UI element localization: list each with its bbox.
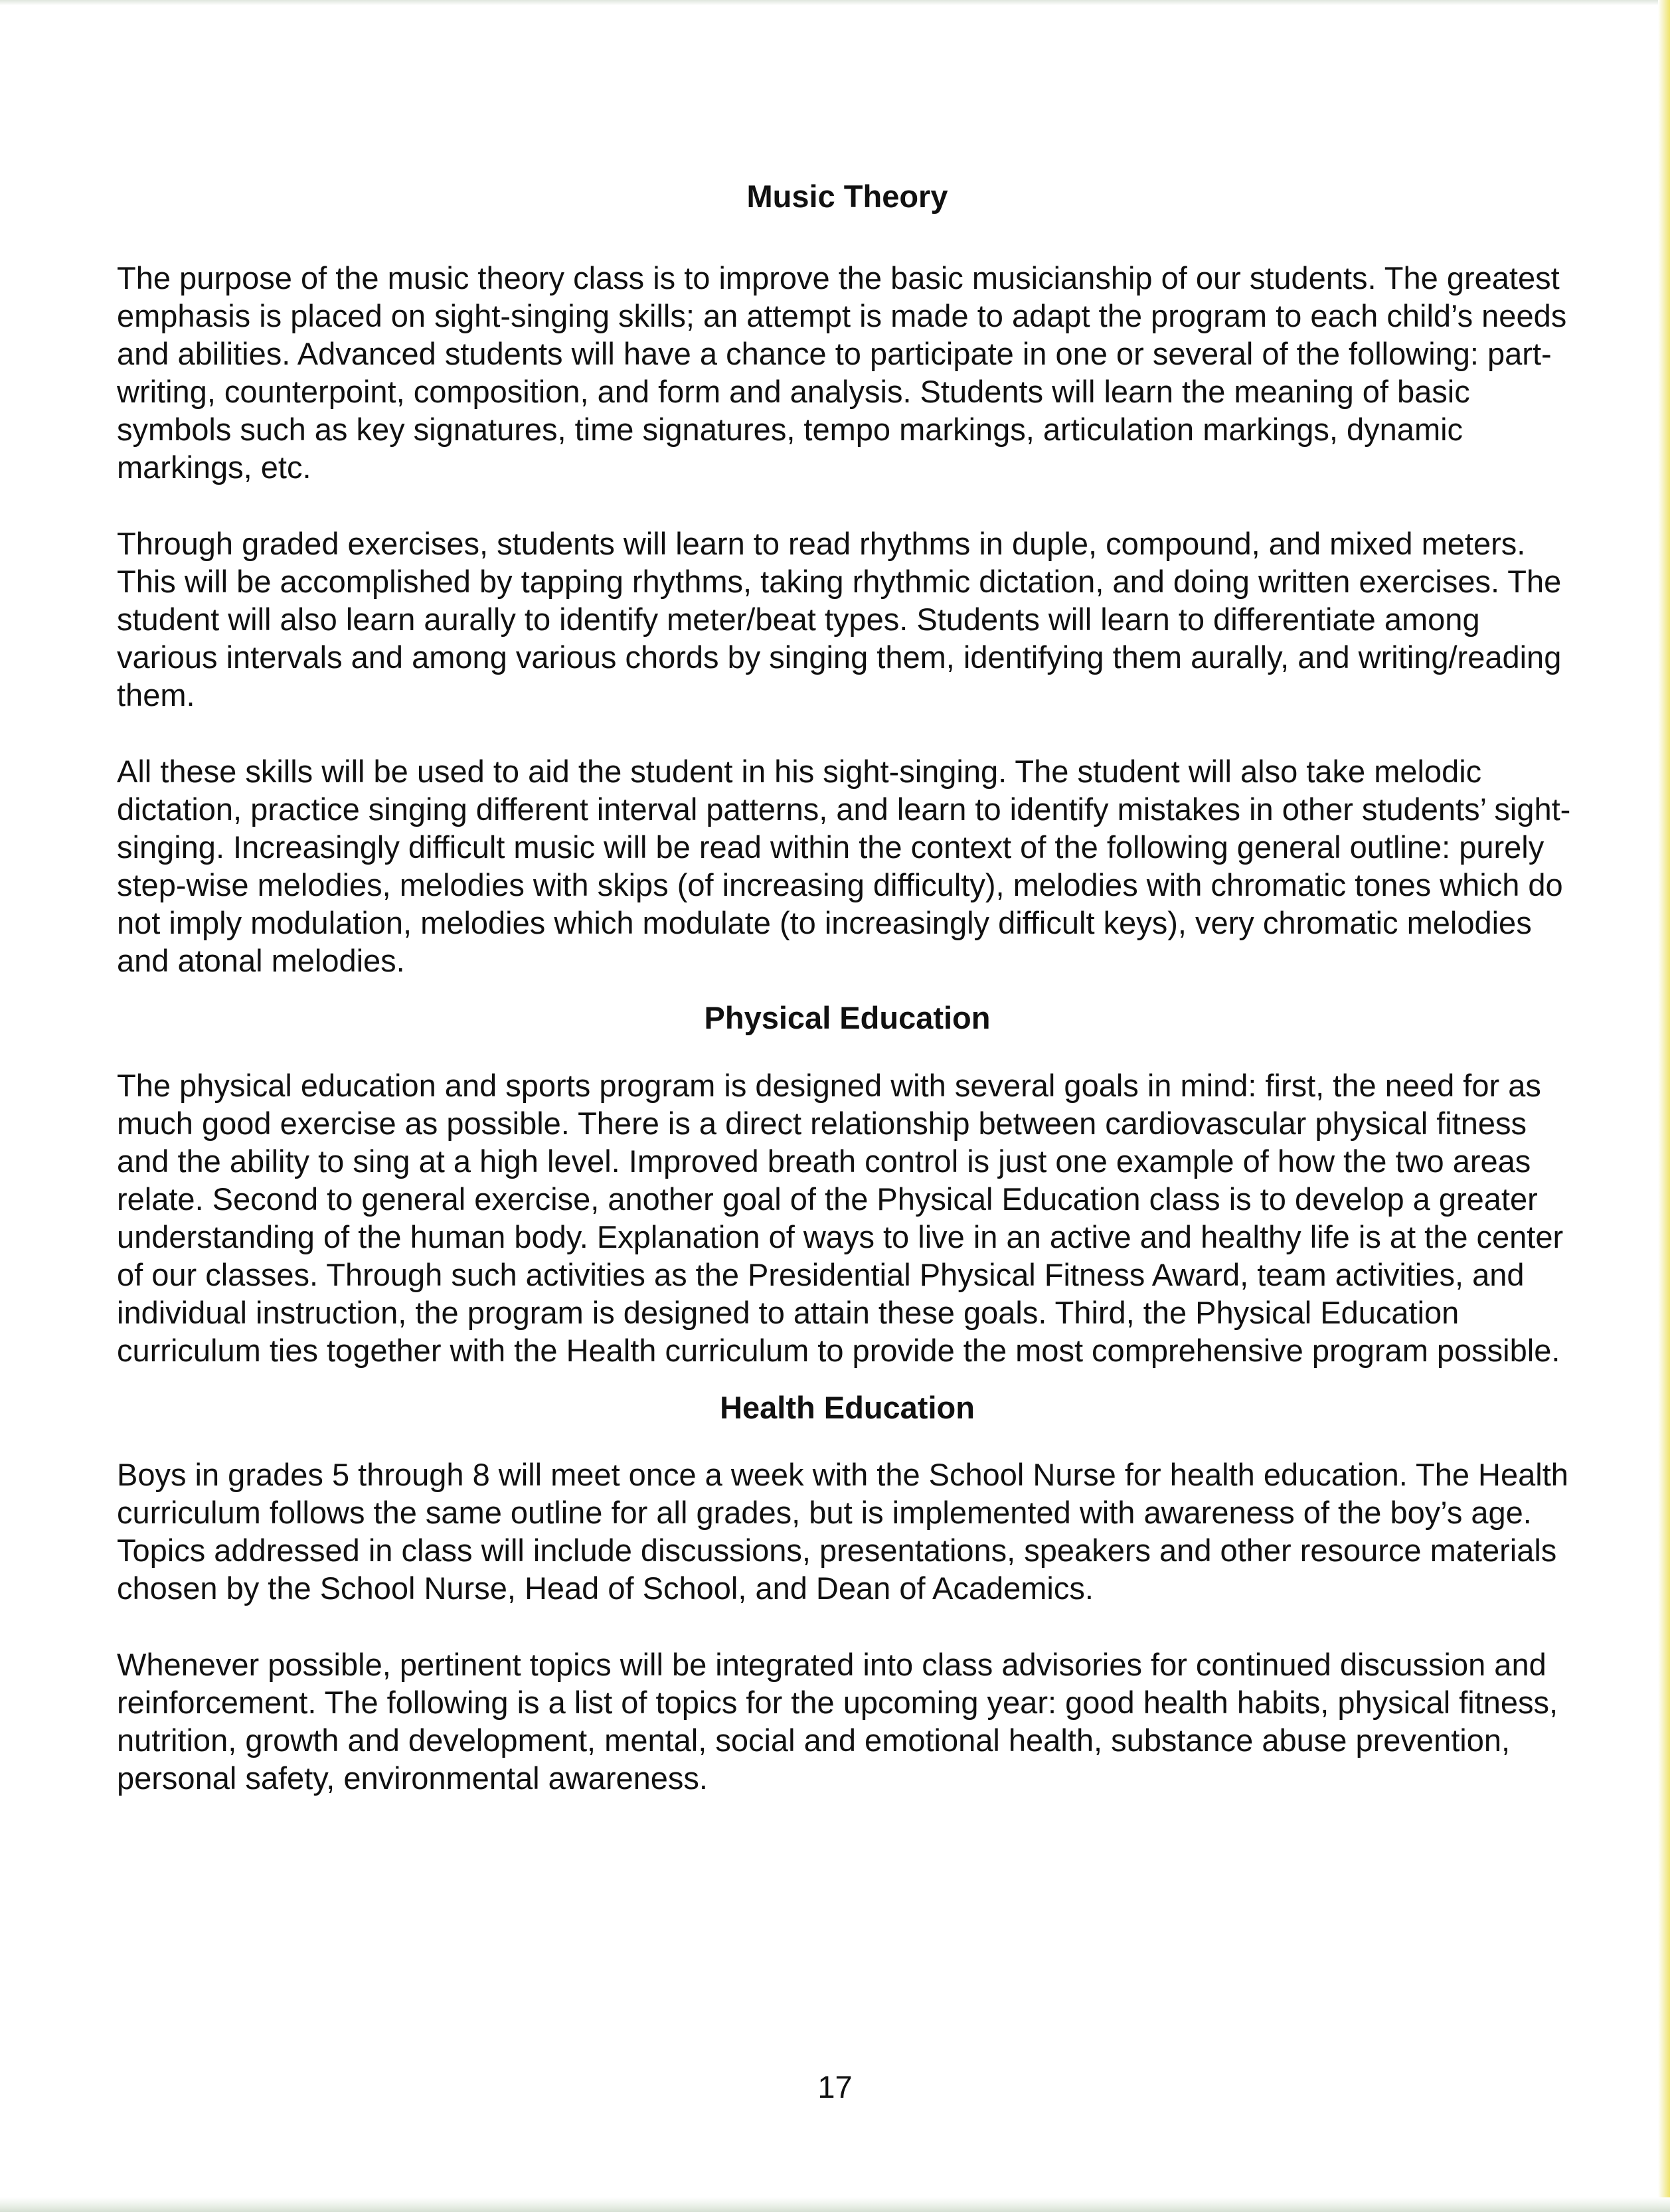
scan-edge-bottom <box>0 2197 1670 2212</box>
physical-education-paragraph-1: The physical education and sports program is designed with several goals in mind: first, the need for as much good exercise as possible. There is a direct relationship between cardiovascular physical fitness and the ability to sing at a high level. Improved breath control is just one example of how the two areas relate. Second to general exercise, another goal of the Physical Education class is to develop a greater understanding of the human body. Explanation of ways to live in an active and healthy life is at the center of our classes. Through such activities as the Presidential Physical Fitness Award, team activities, and individual instruction, the program is designed to attain these goals. Third, the Physical Education curriculum ties together with the Health curriculum to provide the most comprehensive program possible. <box>117 1067 1564 1368</box>
health-education-paragraph-1: Boys in grades 5 through 8 will meet once a week with the School Nurse for health education. The Health curriculum follows the same outline for all grades, but is implemented with awareness of the boy’s age. Topics addressed in class will include discussions, presentations, speakers and other resource materials chosen by the School Nurse, Head of School, and Dean of Academics. <box>117 1457 1568 1606</box>
scan-edge-top <box>0 0 1670 5</box>
music-theory-paragraph-3: All these skills will be used to aid the student in his sight-singing. The student will also take melodic dictation, practice singing different interval patterns, and learn to identify mistakes in other students’ sight-singing. Increasingly difficult music will be read within the context of the following general outline: purely step-wise melodies, melodies with skips (of increasing difficulty), melodies with chromatic tones which do not imply modulation, melodies which modulate (to increasingly difficult keys), very chromatic melodies and atonal melodies. <box>117 754 1571 979</box>
document-page <box>117 178 1578 1797</box>
health-education-paragraph-2: Whenever possible, pertinent topics will be integrated into class advisories for continued discussion and reinforcement. The following is a list of topics for the upcoming year: good health habits, physical fitness, nutrition, growth and development, mental, social and emotional health, substance abuse prevention, personal safety, environmental awareness. <box>117 1647 1558 1796</box>
music-theory-paragraph-2: Through graded exercises, students will learn to read rhythms in duple, compound, and mixed meters. This will be accomplished by tapping rhythms, taking rhythmic dictation, and doing written exercises. The student will also learn aurally to identify meter/beat types. Students will learn to differentiate among various intervals and among various chords by singing them, identifying them aurally, and writing/reading them. <box>117 526 1562 713</box>
music-theory-paragraph-1: The purpose of the music theory class is to improve the basic musicianship of our students. The greatest emphasis is placed on sight-singing skills; an attempt is made to adapt the program to each child’s needs and abilities. Advanced students will have a chance to participate in one or several of the following: part-writing, counterpoint, composition, and form and analysis. Students will learn the meaning of basic symbols such as key signatures, time signatures, tempo markings, articulation markings, dynamic markings, etc. <box>117 260 1567 485</box>
section-heading-health-education: Health Education <box>720 1389 975 1425</box>
scan-edge-right <box>1658 0 1670 2212</box>
section-heading-music-theory: Music Theory <box>746 179 948 214</box>
page-number: 17 <box>817 2069 853 2104</box>
section-heading-physical-education: Physical Education <box>704 1000 991 1036</box>
